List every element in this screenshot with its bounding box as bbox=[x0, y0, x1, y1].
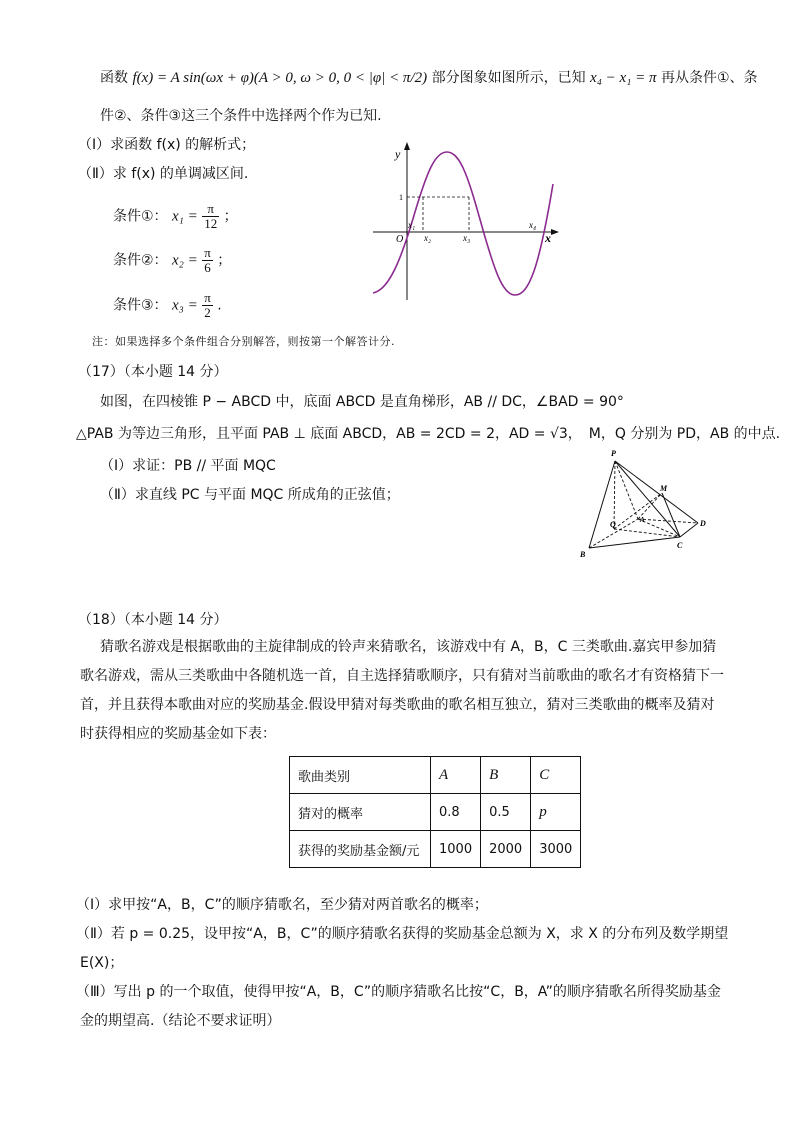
x1-label: x₁ bbox=[408, 220, 416, 230]
q17-line2: △PAB 为等边三角形，且平面 PAB ⊥ 底面 ABCD，AB = 2CD = 2，AD = √3， M，Q 分别为 PD，AB 的中点. bbox=[76, 426, 781, 442]
q18-part3-line2: 金的期望高.（结论不要求证明） bbox=[80, 1013, 281, 1029]
q16-part1: （Ⅰ）求函数 f(x) 的解析式； bbox=[78, 137, 256, 153]
label-A: A bbox=[640, 516, 645, 524]
condition-label: 条件②： bbox=[113, 252, 168, 269]
table-cell: p bbox=[531, 794, 581, 831]
table-cell: B bbox=[481, 757, 531, 794]
q18-part2-line1: （Ⅱ）若 p = 0.25，设甲按“A，B，C”的顺序猜歌名获得的奖励基金总额为 X，求 X 的分布列及数学期望 bbox=[76, 926, 729, 942]
q17-part1: （Ⅰ）求证：PB // 平面 MQC bbox=[100, 458, 276, 474]
intro-prefix: 函数 bbox=[100, 70, 128, 86]
x4-label: x₄ bbox=[529, 220, 537, 230]
table-cell: C bbox=[531, 757, 581, 794]
y-axis-arrow bbox=[404, 142, 410, 150]
table-cell: 猜对的概率 bbox=[290, 794, 431, 831]
condition-end: ； bbox=[223, 208, 238, 225]
condition-fraction bbox=[202, 202, 219, 231]
intro-line-2: 件②、条件③这三个条件中选择两个作为已知. bbox=[100, 108, 382, 124]
condition-1 bbox=[113, 202, 238, 231]
condition-var: x₁ = bbox=[172, 208, 198, 225]
pyramid-figure bbox=[572, 445, 712, 565]
scoring-note: 注：如果选择多个条件组合分别解答，则按第一个解答计分. bbox=[92, 335, 395, 348]
q17-part2: （Ⅱ）求直线 PC 与平面 MQC 所成角的正弦值； bbox=[100, 487, 400, 503]
label-P: P bbox=[611, 449, 616, 458]
table-row bbox=[290, 831, 581, 868]
condition-end: ； bbox=[217, 252, 232, 269]
edge-MC bbox=[662, 493, 680, 537]
fraction-denominator: 2 bbox=[204, 305, 211, 320]
sine-graph-figure bbox=[365, 140, 565, 310]
edge-BC bbox=[589, 537, 680, 548]
edge-PC bbox=[615, 461, 680, 537]
table-cell: 2000 bbox=[481, 831, 531, 868]
label-B: B bbox=[580, 550, 586, 559]
condition-fraction bbox=[202, 246, 213, 275]
fraction-denominator: 12 bbox=[204, 216, 218, 231]
table-row bbox=[290, 757, 581, 794]
q18-paragraph: 猜歌名游戏是根据歌曲的主旋律制成的铃声来猜歌名，该游戏中有 A，B，C 三类歌曲.嘉宾甲参加猜歌名游戏，需从三类歌曲中各随机选一首，自主选择猜歌顺序，只有猜对当前歌曲的歌名才有资格猜下一首，并且获得本歌曲对应的奖励基金.假设甲猜对每类歌曲的歌名相互独立，猜对三类歌曲的概率及猜对时获得相应的奖励基金如下表： bbox=[80, 639, 724, 742]
table-cell: A bbox=[431, 757, 481, 794]
sine-curve bbox=[373, 152, 553, 295]
condition-label: 条件①： bbox=[113, 208, 168, 225]
intro-suffix: 再从条件①、条 bbox=[661, 70, 758, 86]
edge-PQ bbox=[614, 461, 615, 529]
fraction-numerator: π bbox=[204, 245, 211, 260]
table-cell: 歌曲类别 bbox=[290, 757, 431, 794]
table-cell: 获得的奖励基金额/元 bbox=[290, 831, 431, 868]
label-M: M bbox=[660, 484, 668, 493]
q18-part2-line2: E(X)； bbox=[80, 955, 124, 971]
table-row bbox=[290, 794, 581, 831]
condition-end: . bbox=[217, 297, 222, 314]
fraction-denominator: 6 bbox=[204, 260, 211, 275]
intro-line-1 bbox=[100, 66, 758, 90]
label-C: C bbox=[677, 541, 683, 550]
condition-var: x₃ = bbox=[172, 297, 198, 314]
fraction-numerator: π bbox=[204, 290, 211, 305]
q18-part1: （Ⅰ）求甲按“A，B，C”的顺序猜歌名，至少猜对两首歌名的概率； bbox=[76, 897, 488, 913]
x-axis-arrow bbox=[551, 229, 559, 235]
origin-label: O bbox=[396, 234, 404, 245]
condition-label: 条件③： bbox=[113, 297, 168, 314]
one-label: 1 bbox=[399, 193, 403, 202]
x-axis-label: x bbox=[545, 231, 551, 245]
x2-label: x₂ bbox=[424, 233, 432, 243]
intro-middle: 部分图象如图所示，已知 bbox=[431, 70, 586, 86]
q17-header: （17）（本小题 14 分） bbox=[78, 364, 228, 380]
label-D: D bbox=[700, 519, 706, 528]
table-cell: 1000 bbox=[431, 831, 481, 868]
x3-label: x₃ bbox=[463, 233, 471, 243]
intro-formula: f(x) = A sin(ωx + φ)(A > 0, ω > 0, 0 < |φ| < π/2) bbox=[132, 70, 428, 86]
label-Q: Q bbox=[610, 520, 616, 529]
intro-relation: x₄ − x₁ = π bbox=[590, 70, 657, 86]
table-cell: 0.8 bbox=[431, 794, 481, 831]
probability-table bbox=[289, 756, 581, 868]
q18-part3-line1: （Ⅲ）写出 p 的一个取值，使得甲按“A，B，C”的顺序猜歌名比按“C，B，A”的顺序猜歌名所得奖励基金 bbox=[76, 984, 721, 1000]
table-cell: 3000 bbox=[531, 831, 581, 868]
q17-line1: 如图，在四棱锥 P − ABCD 中，底面 ABCD 是直角梯形，AB // DC，∠BAD = 90° bbox=[100, 394, 624, 410]
q18-header: （18）（本小题 14 分） bbox=[78, 612, 228, 628]
condition-2 bbox=[113, 246, 231, 275]
condition-var: x₂ = bbox=[172, 252, 198, 269]
condition-fraction bbox=[202, 291, 213, 320]
y-axis-label: y bbox=[395, 147, 401, 161]
table-cell: 0.5 bbox=[481, 794, 531, 831]
condition-3 bbox=[113, 291, 222, 320]
edge-PD bbox=[615, 461, 698, 523]
edge-CD bbox=[680, 523, 698, 537]
q16-part2: （Ⅱ）求 f(x) 的单调减区间. bbox=[78, 166, 249, 182]
fraction-numerator: π bbox=[202, 202, 219, 217]
edge-QM bbox=[614, 493, 662, 529]
